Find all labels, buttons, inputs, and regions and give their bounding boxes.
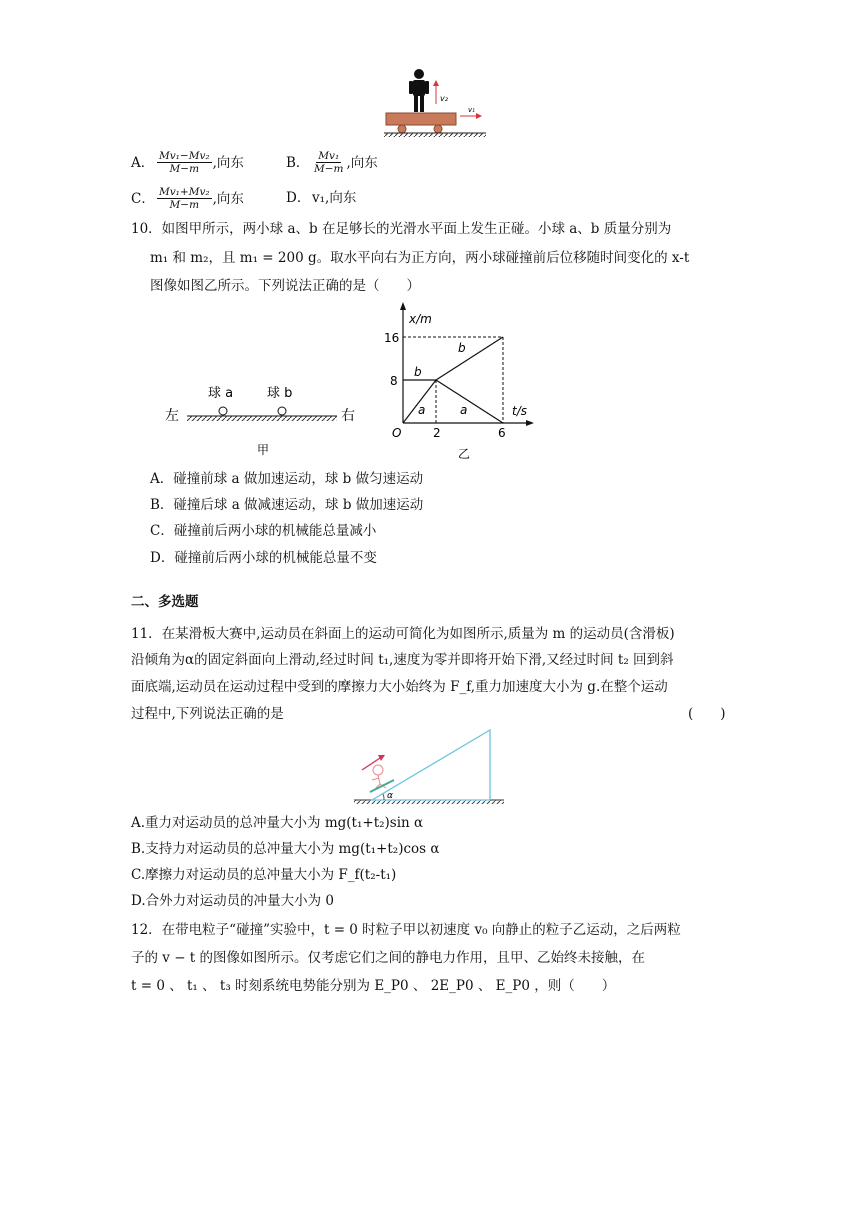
numerator: Mv₁−Mv₂ <box>159 150 210 162</box>
surface-hatch <box>187 416 337 421</box>
x-tick-2: 2 <box>433 426 441 440</box>
label-a-before: a <box>418 403 426 417</box>
q12-stem-line3: t = 0 、 t₁ 、 t₃ 时刻系统电势能分别为 E_P0 、 2E_P0 、 E_P0 ，则（ ） <box>131 978 616 994</box>
q10-stem-line3: 图像如图乙所示。下列说法正确的是（ ） <box>150 278 420 294</box>
q11-stem-line4: 过程中,下列说法正确的是 <box>131 706 284 722</box>
q10-stem-line1: 10．如图甲所示，两小球 a、b 在足够长的光滑水平面上发生正碰。小球 a、b 质量分别为 <box>131 221 672 237</box>
q9-option-c[interactable] <box>131 186 244 211</box>
v2-label: v₂ <box>440 94 448 103</box>
option-label: D． <box>286 190 311 206</box>
section-title: 二、多选题 <box>131 594 199 610</box>
fraction <box>157 186 212 211</box>
denominator: M−m <box>314 163 344 175</box>
person-silhouette <box>409 69 429 112</box>
angle-label: α <box>387 791 393 801</box>
q12-stem-line1: 12．在带电粒子“碰撞”实验中，t = 0 时粒子甲以初速度 v₀ 向静止的粒子乙运动，之后两粒 <box>131 922 681 938</box>
q11-option-d[interactable]: D.合外力对运动员的冲量大小为 0 <box>131 893 335 909</box>
q11-stem-line2: 沿倾角为α的固定斜面向上滑动,经过时间 t₁,速度为零并即将开始下滑,又经过时间 t₂ 回到斜 <box>131 652 674 668</box>
ball-b <box>278 407 286 415</box>
q11-stem-line3: 面底端,运动员在运动过程中受到的摩擦力大小始终为 F_f,重力加速度大小为 g.在整个运动 <box>131 679 668 695</box>
q10-option-b[interactable]: B．碰撞后球 a 做减速运动，球 b 做加速运动 <box>150 497 424 513</box>
q11-option-c[interactable]: C.摩擦力对运动员的总冲量大小为 F_f(t₂-t₁) <box>131 867 397 883</box>
line-a-after <box>436 380 503 423</box>
ground-hatch <box>384 133 486 137</box>
cart-wheel-right <box>434 125 442 133</box>
option-direction: ,向东 <box>212 154 244 171</box>
q12-stem-line2: 子的 v − t 的图像如图所示。仅考虑它们之间的静电力作用，且甲、乙始终未接触，在 <box>131 950 646 966</box>
q11-option-b[interactable]: B.支持力对运动员的总冲量大小为 mg(t₁+t₂)cos α <box>131 841 440 857</box>
q9-option-b[interactable] <box>286 150 378 175</box>
ball-a <box>219 407 227 415</box>
q10-figure-jia <box>165 378 365 458</box>
ball-a-label: 球 a <box>208 386 234 401</box>
q10-option-c[interactable]: C．碰撞前后两小球的机械能总量减小 <box>150 523 377 539</box>
skier-icon <box>372 765 386 790</box>
y-tick-16: 16 <box>384 331 400 345</box>
figure-caption-yi: 乙 <box>458 447 471 461</box>
right-label: 右 <box>341 408 355 424</box>
denominator: M−m <box>169 199 200 211</box>
q9-option-d[interactable] <box>286 188 356 208</box>
x-tick-6: 6 <box>498 426 506 440</box>
origin-label: O <box>392 426 402 440</box>
label-b-after: b <box>458 341 466 355</box>
q10-figure-yi <box>380 300 540 465</box>
numerator: Mv₁ <box>318 150 340 162</box>
q11-answer-bracket: ( ) <box>688 706 726 722</box>
cart-figure <box>380 66 490 138</box>
denominator: M−m <box>169 163 200 175</box>
option-label: A． <box>131 154 155 171</box>
ball-b-label: 球 b <box>267 386 293 401</box>
y-axis-label: x/m <box>409 312 432 326</box>
option-label: B． <box>286 154 310 171</box>
option-direction: ,向东 <box>346 154 378 171</box>
cart-wheel-left <box>398 125 406 133</box>
option-direction: ,向东 <box>212 190 244 207</box>
q10-option-d[interactable]: D．碰撞前后两小球的机械能总量不变 <box>150 550 377 566</box>
option-text: v₁,向东 <box>312 190 357 206</box>
q10-option-a[interactable]: A．碰撞前球 a 做加速运动，球 b 做匀速运动 <box>150 471 424 487</box>
incline-figure <box>350 726 510 808</box>
fraction <box>312 150 346 175</box>
label-b-before: b <box>414 365 422 379</box>
v1-label: v₁ <box>468 106 475 114</box>
incline-triangle <box>372 730 490 800</box>
figure-caption-jia: 甲 <box>257 443 270 457</box>
label-a-after: a <box>460 403 468 417</box>
numerator: Mv₁+Mv₂ <box>159 186 210 198</box>
q11-option-a[interactable]: A.重力对运动员的总冲量大小为 mg(t₁+t₂)sin α <box>131 815 424 831</box>
left-label: 左 <box>165 408 179 424</box>
q9-option-a[interactable] <box>131 150 244 175</box>
q11-stem-line1: 11．在某滑板大赛中,运动员在斜面上的运动可简化为如图所示,质量为 m 的运动员(含滑板) <box>131 626 675 642</box>
fraction <box>157 150 212 175</box>
cart-body <box>386 113 456 125</box>
y-tick-8: 8 <box>390 374 398 388</box>
velocity-arrow <box>362 758 380 770</box>
x-axis-label: t/s <box>512 404 527 418</box>
line-b-after <box>436 337 503 380</box>
q10-stem-line2: m₁ 和 m₂，且 m₁ = 200 g。取水平向右为正方向，两小球碰撞前后位移随时间变化的 x-t <box>150 250 690 266</box>
option-label: C． <box>131 190 155 207</box>
